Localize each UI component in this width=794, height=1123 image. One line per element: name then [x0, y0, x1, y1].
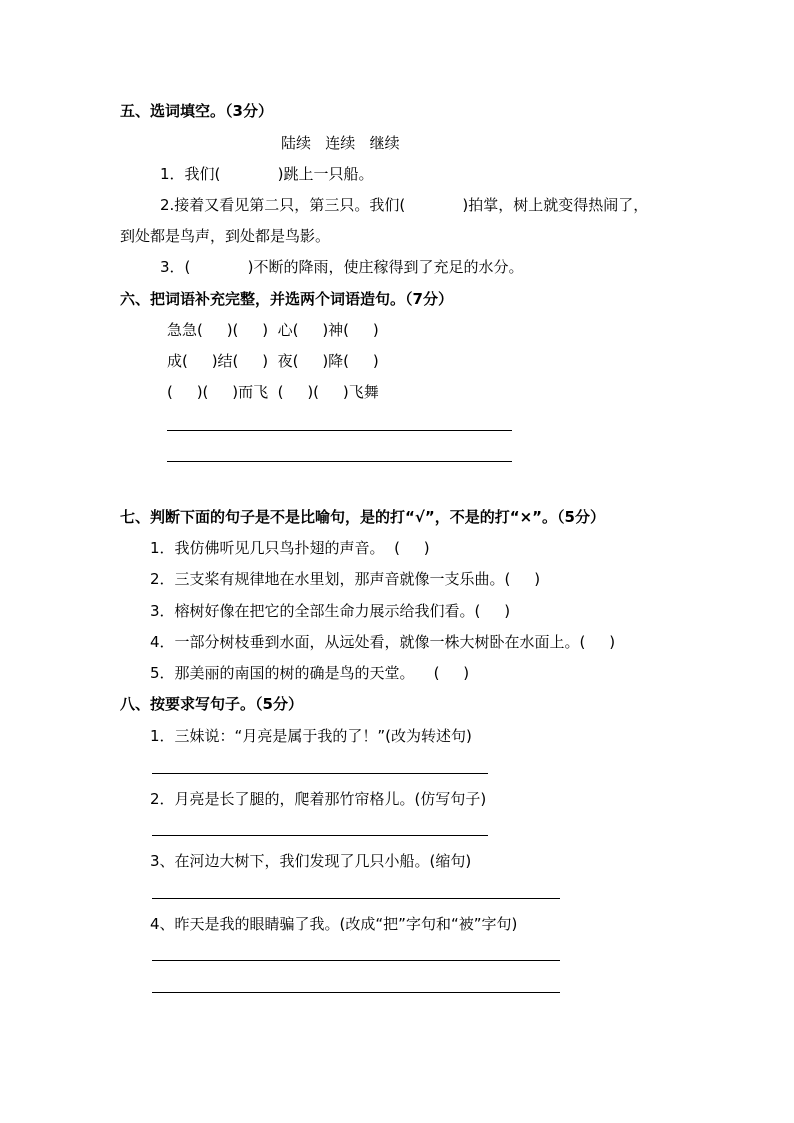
section6-heading: 六、把词语补充完整，并选两个词语造句。（7分）: [120, 290, 453, 308]
section8-item-1: 1．三妹说：“月亮是属于我的了！”(改为转述句): [150, 727, 472, 745]
section6-answer-line-1[interactable]: [167, 430, 512, 431]
section8-heading: 八、按要求写句子。（5分）: [120, 695, 303, 713]
section5-item-3: 3．( )不断的降雨，使庄稼得到了充足的水分。: [160, 258, 524, 276]
section8-item-2: 2．月亮是长了腿的，爬着那竹帘格儿。(仿写句子): [150, 790, 487, 808]
section8-answer-line-1[interactable]: [152, 773, 488, 774]
section7-item-4: 4．一部分树枝垂到水面，从远处看，就像一株大树卧在水面上。( ): [150, 633, 616, 651]
section8-answer-line-2[interactable]: [152, 835, 488, 836]
section7-item-1: 1．我仿佛听见几只鸟扑翅的声音。 ( ): [150, 539, 430, 557]
section7-item-3: 3．榕树好像在把它的全部生命力展示给我们看。( ): [150, 602, 511, 620]
section8-answer-line-5[interactable]: [152, 992, 560, 993]
section6-answer-line-2[interactable]: [167, 461, 512, 462]
section5-word-bank: 陆续 连续 继续: [281, 134, 400, 152]
section6-row-2: 成( )结( ) 夜( )降( ): [167, 352, 379, 370]
section5-item-2-cont: 到处都是鸟声，到处都是鸟影。: [120, 227, 331, 245]
section6-row-1: 急急( )( ) 心( )神( ): [167, 321, 379, 339]
section7-item-5: 5．那美丽的南国的树的确是鸟的天堂。 ( ): [150, 664, 470, 682]
section8-answer-line-4[interactable]: [152, 960, 560, 961]
section5-heading: 五、选词填空。（3分）: [120, 102, 273, 120]
section5-item-2: 2.接着又看见第二只，第三只。我们( )拍掌，树上就变得热闹了，: [160, 196, 649, 214]
section8-item-3: 3、在河边大树下，我们发现了几只小船。(缩句): [150, 852, 472, 870]
section8-item-4: 4、昨天是我的眼睛骗了我。(改成“把”字句和“被”字句): [150, 915, 518, 933]
section5-item-1: 1．我们( )跳上一只船。: [160, 165, 374, 183]
section8-answer-line-3[interactable]: [152, 898, 560, 899]
section7-heading: 七、判断下面的句子是不是比喻句，是的打“√”，不是的打“×”。（5分）: [120, 508, 605, 526]
section7-item-2: 2．三支桨有规律地在水里划，那声音就像一支乐曲。( ): [150, 570, 541, 588]
section6-row-3: ( )( )而飞 ( )( )飞舞: [167, 383, 379, 401]
